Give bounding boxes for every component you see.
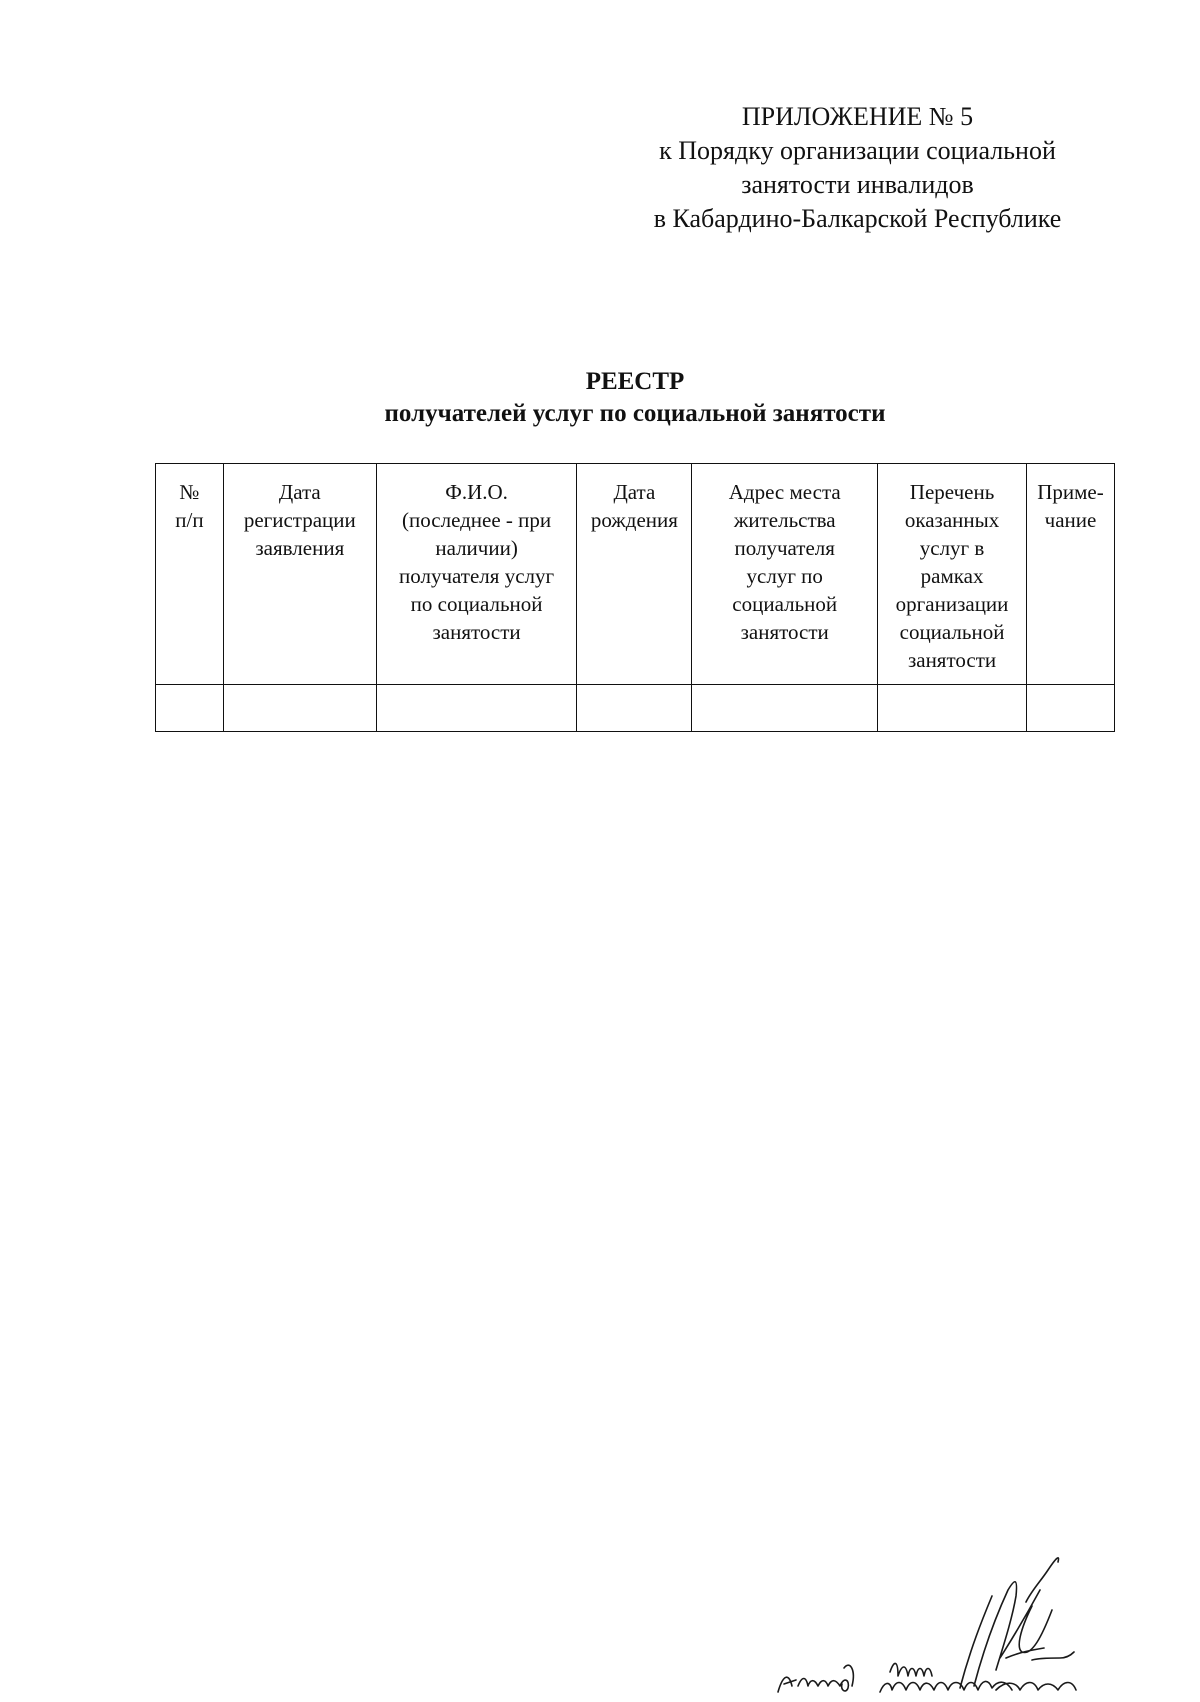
header-line: занятости xyxy=(907,648,997,672)
header-line: организации xyxy=(895,592,1009,616)
header-line: занятости xyxy=(432,620,521,644)
header-line: чание xyxy=(1044,508,1097,532)
table-cell xyxy=(223,685,376,732)
header-line: социальной xyxy=(732,592,838,616)
header-line: Дата xyxy=(613,480,656,504)
table-header-row xyxy=(156,464,1115,685)
header-cell-number xyxy=(156,464,224,685)
document-title: РЕЕСТР xyxy=(585,368,685,395)
header-line: № xyxy=(179,480,200,504)
header-line: Адрес места xyxy=(728,480,841,504)
header-line: Перечень xyxy=(909,480,995,504)
header-cell-note xyxy=(1027,464,1115,685)
appendix-line: занятости инвалидов xyxy=(741,170,974,199)
header-line: рамках xyxy=(920,564,984,588)
document-title-block xyxy=(155,366,1115,430)
table-cell xyxy=(376,685,577,732)
header-cell-registration-date xyxy=(223,464,376,685)
table-cell xyxy=(878,685,1027,732)
header-line: рождения xyxy=(590,508,678,532)
table-cell xyxy=(692,685,878,732)
header-line: по социальной xyxy=(410,592,543,616)
header-line: Дата xyxy=(278,480,321,504)
header-line: оказанных xyxy=(904,508,1000,532)
header-line: получателя услуг xyxy=(399,564,555,588)
header-line: социальной xyxy=(899,620,1005,644)
header-line: услуг по xyxy=(746,564,823,588)
header-cell-birth-date xyxy=(577,464,692,685)
table-row xyxy=(156,685,1115,732)
header-line: заявления xyxy=(255,536,345,560)
header-line: получателя xyxy=(734,536,835,560)
table-cell xyxy=(577,685,692,732)
header-line: регистрации xyxy=(243,508,356,532)
appendix-line: к Порядку организации социальной xyxy=(659,136,1056,165)
registry-table xyxy=(155,463,1115,732)
header-line: Ф.И.О. xyxy=(445,480,508,504)
header-line: занятости xyxy=(740,620,829,644)
header-cell-address xyxy=(692,464,878,685)
table-cell xyxy=(1027,685,1115,732)
header-line: п/п xyxy=(175,508,204,532)
header-line: услуг в xyxy=(919,536,985,560)
handwritten-signature-icon xyxy=(770,1540,1130,1697)
appendix-line: ПРИЛОЖЕНИЕ № 5 xyxy=(741,102,974,131)
table-cell xyxy=(156,685,224,732)
appendix-header xyxy=(600,100,1115,236)
header-line: Приме- xyxy=(1037,480,1104,504)
header-line: (последнее - при xyxy=(402,508,552,532)
header-cell-services-list xyxy=(878,464,1027,685)
header-cell-full-name xyxy=(376,464,577,685)
document-subtitle: получателей услуг по социальной занятости xyxy=(384,400,886,427)
header-line: жительства xyxy=(733,508,836,532)
header-line: наличии) xyxy=(435,536,518,560)
appendix-line: в Кабардино-Балкарской Республике xyxy=(653,204,1062,233)
